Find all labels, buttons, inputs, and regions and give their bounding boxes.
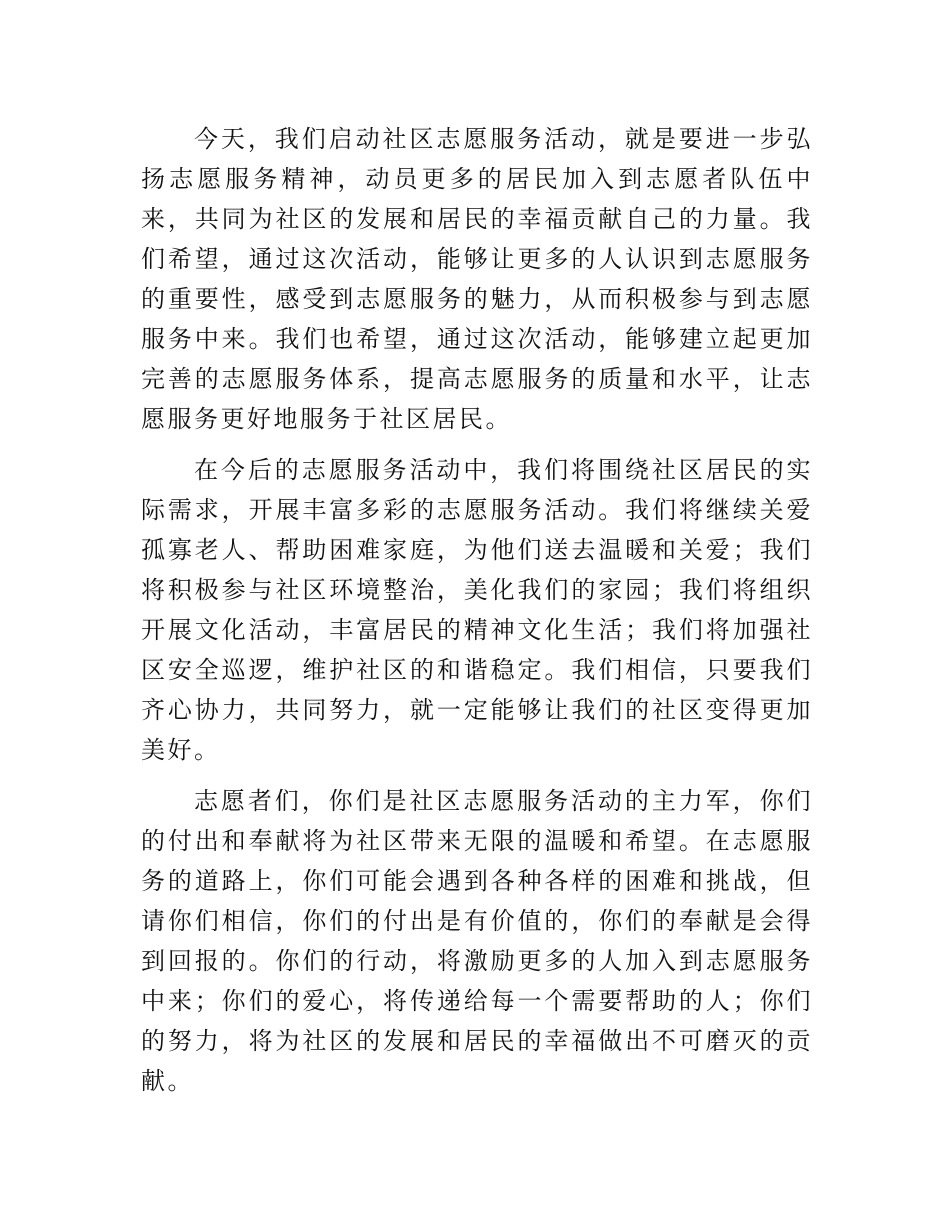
paragraph-2: 在今后的志愿服务活动中，我们将围绕社区居民的实际需求，开展丰富多彩的志愿服务活动。我们将继续关爱孤寡老人、帮助困难家庭，为他们送去温暖和关爱；我们将积极参与社区环境整治，美化我们的家园；我们将组织开展文化活动，丰富居民的精神文化生活；我们将加强社区安全巡逻，维护社区的和谐稳定。我们相信，只要我们齐心协力，共同努力，就一定能够让我们的社区变得更加美好。 [141, 456, 813, 764]
document-body [141, 119, 813, 1112]
paragraph-1: 今天，我们启动社区志愿服务活动，就是要进一步弘扬志愿服务精神，动员更多的居民加入到志愿者队伍中来，共同为社区的发展和居民的幸福贡献自己的力量。我们希望，通过这次活动，能够让更多的人认识到志愿服务的重要性，感受到志愿服务的魅力，从而积极参与到志愿服务中来。我们也希望，通过这次活动，能够建立起更加完善的志愿服务体系，提高志愿服务的质量和水平，让志愿服务更好地服务于社区居民。 [141, 125, 813, 433]
paragraph-3: 志愿者们，你们是社区志愿服务活动的主力军，你们的付出和奉献将为社区带来无限的温暖和希望。在志愿服务的道路上，你们可能会遇到各种各样的困难和挑战，但请你们相信，你们的付出是有价值的，你们的奉献是会得到回报的。你们的行动，将激励更多的人加入到志愿服务中来；你们的爱心，将传递给每一个需要帮助的人；你们的努力，将为社区的发展和居民的幸福做出不可磨灭的贡献。 [141, 787, 813, 1095]
